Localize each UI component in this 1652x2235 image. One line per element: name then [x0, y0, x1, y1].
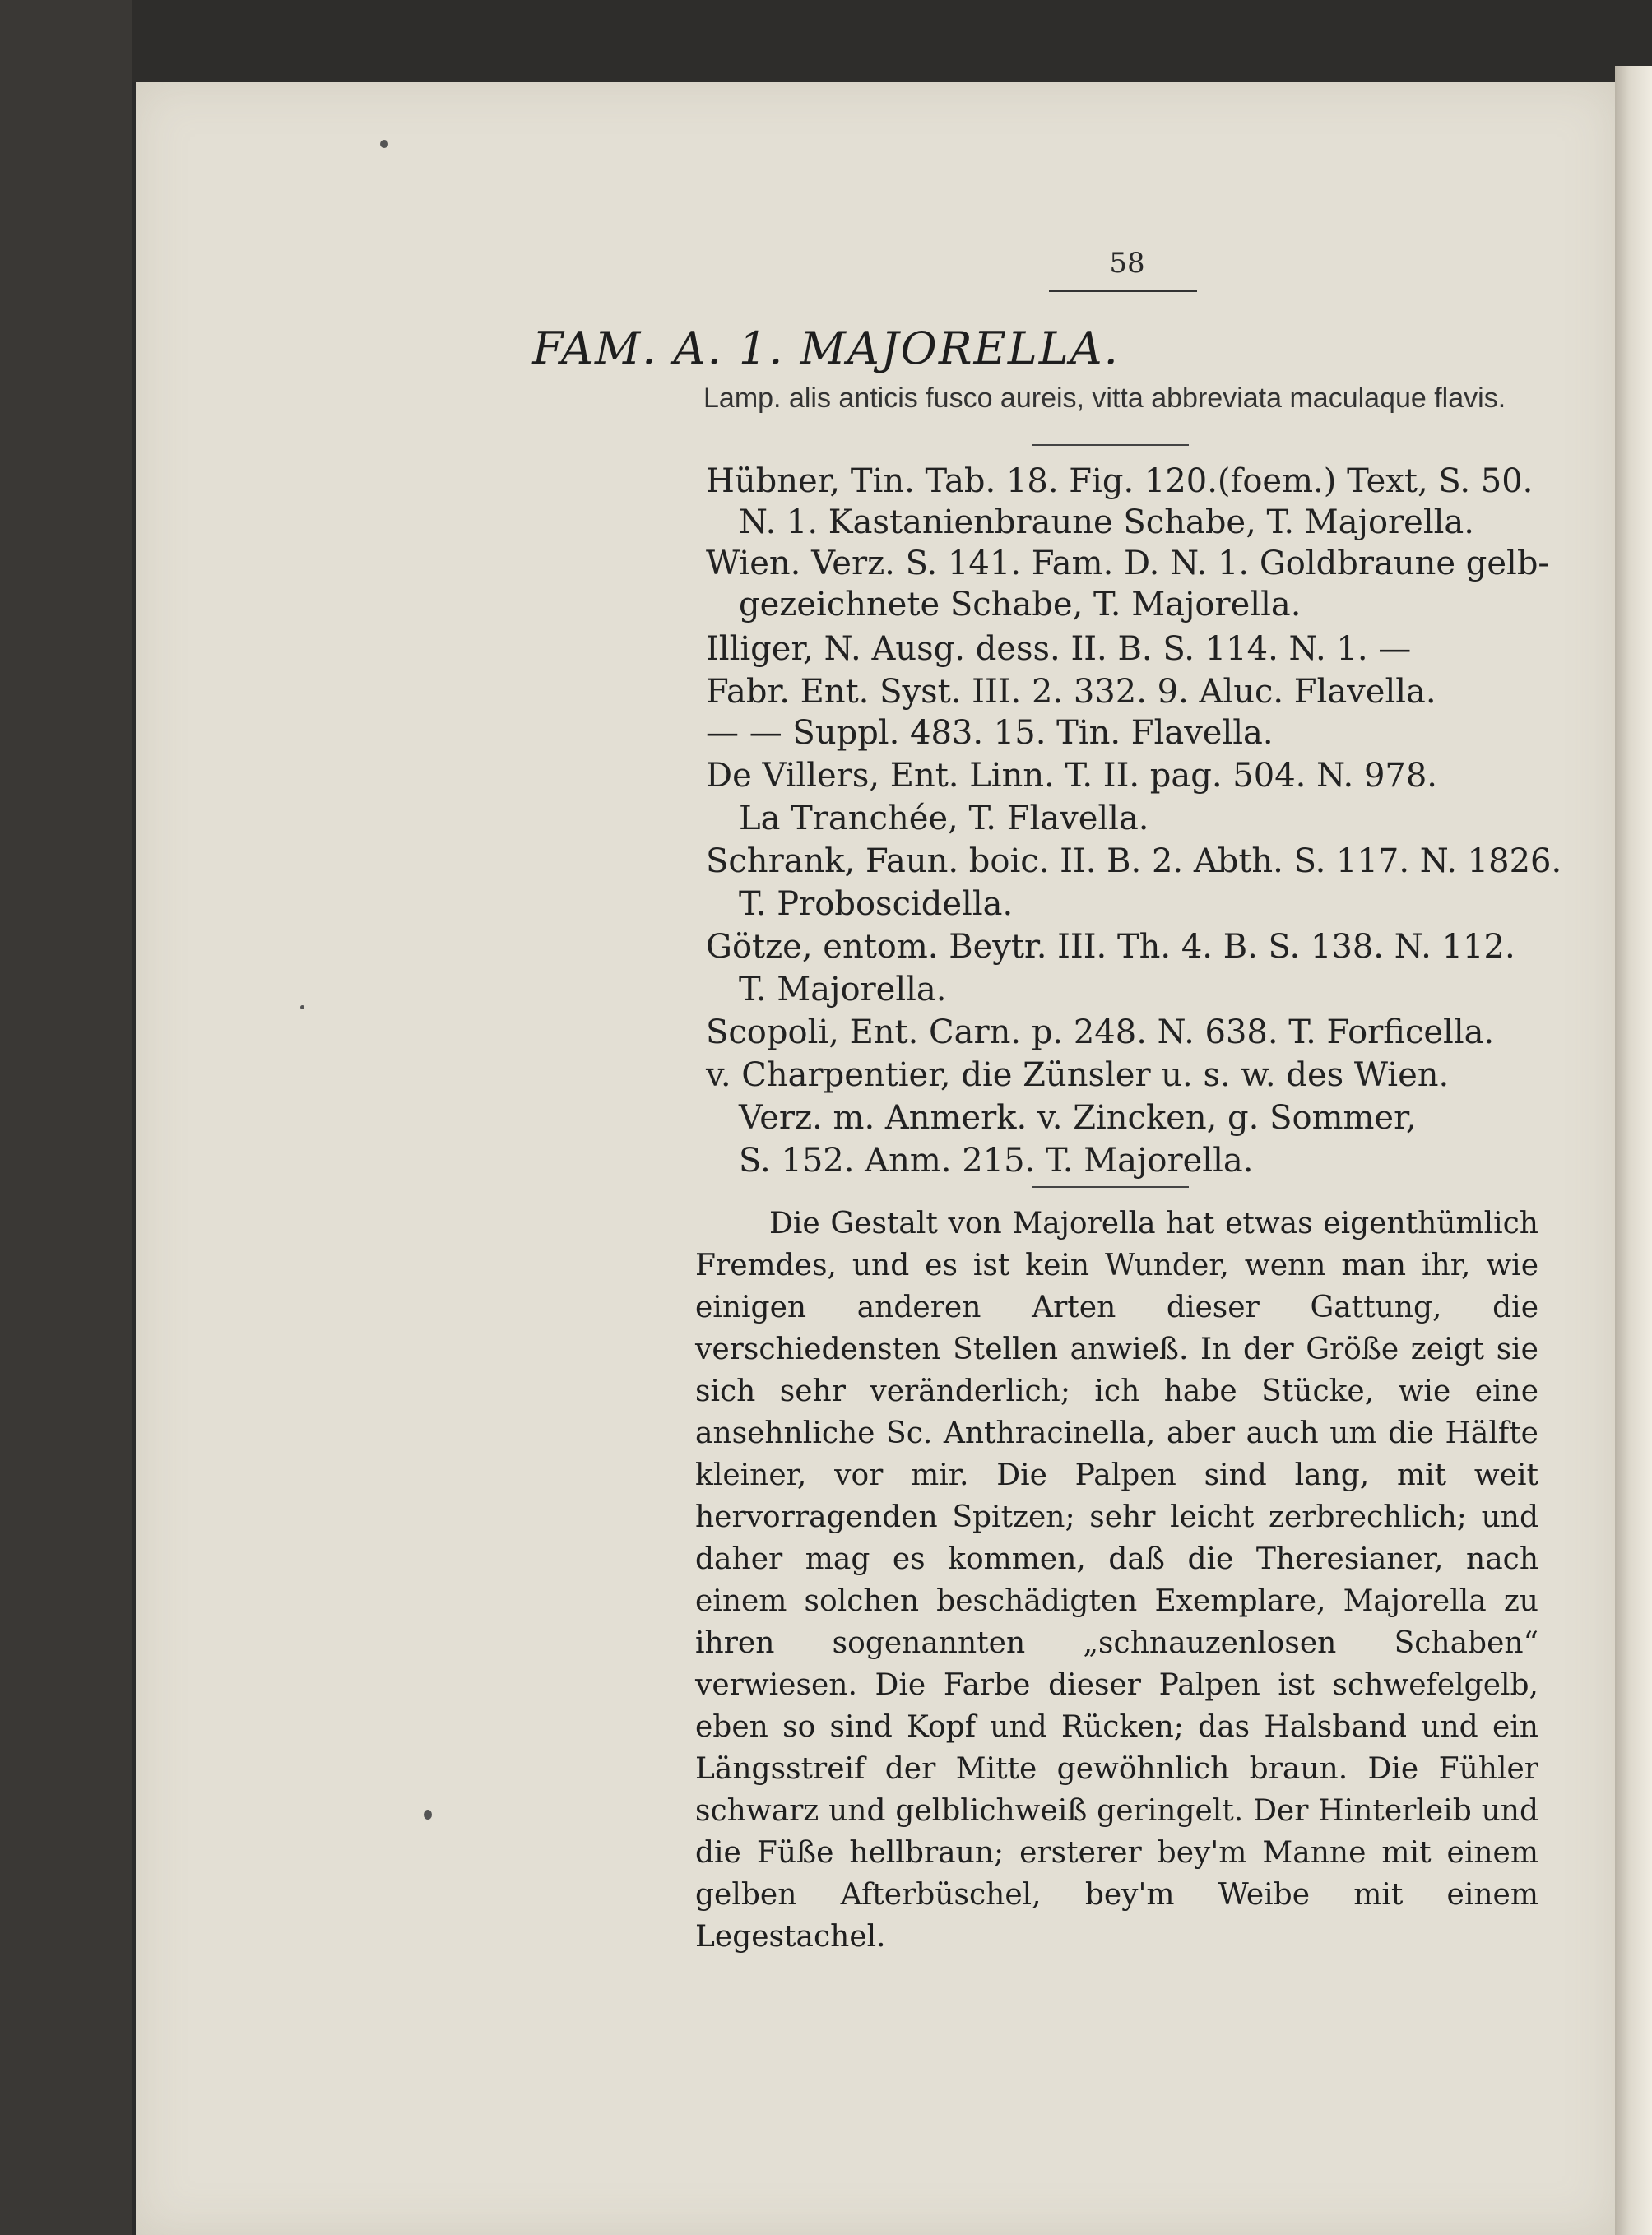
- latin-diagnosis: Lamp. alis anticis fusco aureis, vitta abbreviata maculaque flavis.: [703, 383, 1506, 414]
- reference-line: Scopoli, Ent. Carn. p. 248. N. 638. T. Forficella.: [706, 1013, 1495, 1051]
- reference-line: gezeichnete Schabe, T. Majorella.: [739, 586, 1302, 624]
- reference-line: Fabr. Ent. Syst. III. 2. 332. 9. Aluc. Flavella.: [706, 673, 1436, 711]
- reference-line: — — Suppl. 483. 15. Tin. Flavella.: [706, 714, 1274, 752]
- paper-speck: [424, 1810, 432, 1820]
- reference-line: La Tranchée, T. Flavella.: [739, 800, 1149, 837]
- description-paragraph: Die Gestalt von Majorella hat etwas eigenthümlich Fremdes, und es ist kein Wunder, wenn man ihr, wie einigen anderen Arten dieser Gattung, die verschiedensten Stellen anwieß. In der Größe zeigt sie sich sehr veränderlich; ich habe Stücke, wie eine ansehnliche Sc. Anthracinella, aber auch um die Hälfte kleiner, vor mir. Die Palpen sind lang, mit weit hervorragenden Spitzen; sehr leicht zerbrechlich; und daher mag es kommen, daß die Theresianer, nach einem solchen beschädigten Exemplare, Majorella zu ihren sogenannten „schnauzenlosen Schaben“ verwiesen. Die Farbe dieser Palpen ist schwefelgelb, eben so sind Kopf und Rücken; das Halsband und ein Längsstreif der Mitte gewöhnlich braun. Die Fühler schwarz und gelblichweiß geringelt. Der Hinterleib und die Füße hellbraun; ersterer bey'm Manne mit einem gelben Afterbüschel, bey'm Weibe mit einem Legestachel.: [695, 1207, 1538, 1954]
- reference-line: Illiger, N. Ausg. dess. II. B. S. 114. N. 1. —: [706, 630, 1412, 668]
- reference-line: T. Majorella.: [739, 971, 947, 1009]
- section-heading: FAM. A. 1. MAJORELLA.: [532, 322, 1120, 374]
- separator-rule: [1032, 444, 1189, 446]
- reference-line: Götze, entom. Beytr. III. Th. 4. B. S. 138. N. 112.: [706, 928, 1515, 966]
- reference-line: T. Proboscidella.: [739, 885, 1014, 923]
- reference-line: Verz. m. Anmerk. v. Zincken, g. Sommer,: [739, 1099, 1417, 1137]
- reference-line: De Villers, Ent. Linn. T. II. pag. 504. N. 978.: [706, 757, 1438, 795]
- reference-line: v. Charpentier, die Zünsler u. s. w. des Wien.: [706, 1056, 1450, 1094]
- page-number: 58: [1109, 247, 1145, 280]
- reference-line: Wien. Verz. S. 141. Fam. D. N. 1. Goldbraune gelb-: [706, 545, 1549, 582]
- paper-speck: [300, 1005, 304, 1009]
- page-number-rule: [1049, 290, 1197, 292]
- reference-line: Hübner, Tin. Tab. 18. Fig. 120.(foem.) Text, S. 50.: [706, 462, 1534, 500]
- separator-rule: [1032, 1186, 1189, 1188]
- reference-line: Schrank, Faun. boic. II. B. 2. Abth. S. 117. N. 1826.: [706, 842, 1562, 880]
- scanner-background-top: [132, 0, 1652, 82]
- paper-speck: [380, 140, 388, 148]
- reference-line: S. 152. Anm. 215. T. Majorella.: [739, 1142, 1254, 1180]
- page-edge-stack: [1615, 66, 1652, 2235]
- reference-line: N. 1. Kastanienbraune Schabe, T. Majorella.: [739, 503, 1474, 541]
